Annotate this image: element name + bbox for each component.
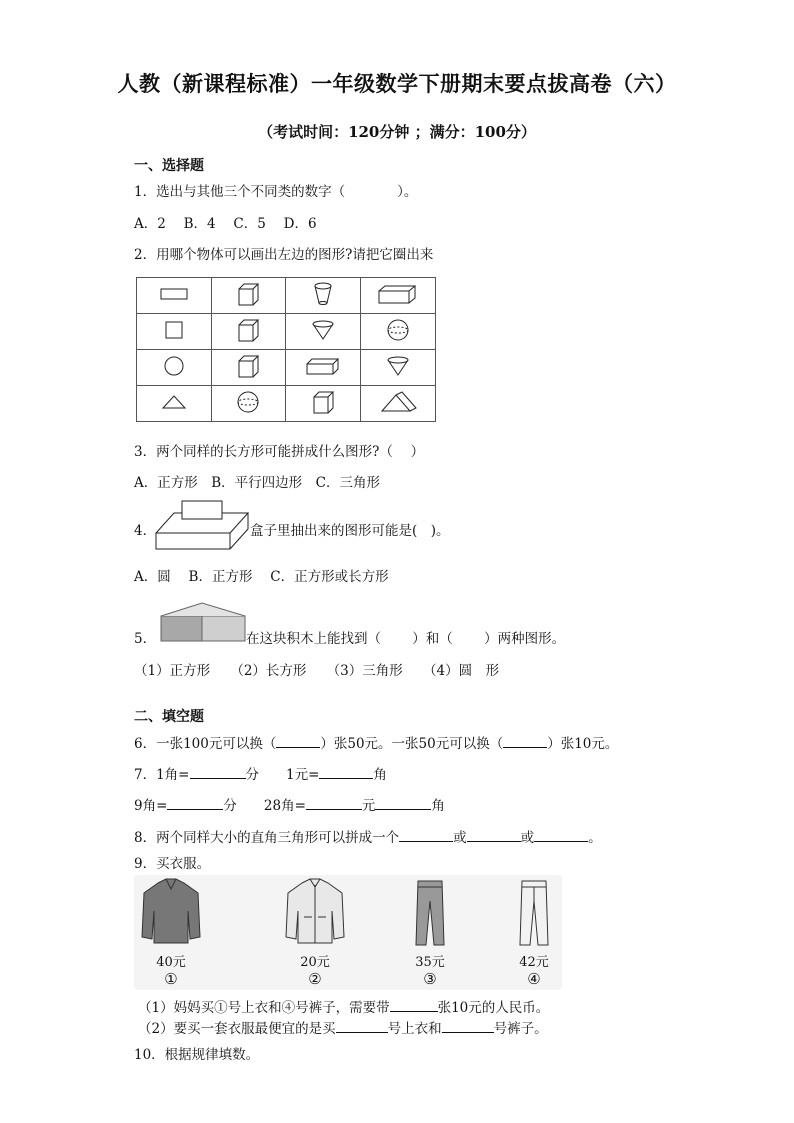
- question-7-a2: 分 1元=: [245, 767, 320, 783]
- sweater-icon: [140, 877, 202, 949]
- triangle-shape-icon: [137, 386, 212, 422]
- question-5-text: 在这块积木上能找到（ ）和（ ）两种图形。: [246, 631, 566, 647]
- item-number: ④: [527, 970, 541, 988]
- jacket-icon: [284, 877, 346, 949]
- question-8: [134, 826, 602, 846]
- question-4-text: 盒子里抽出来的图形可能是( )。: [250, 523, 450, 539]
- question-4-options: A．圆 B．正方形 C．正方形或长方形: [134, 569, 389, 585]
- cylinder-cup-icon[interactable]: [286, 278, 361, 314]
- question-9-sub2-a: （2）要买一套衣服最便宜的是买: [138, 1021, 336, 1037]
- question-6-part3: ）张10元。: [547, 736, 619, 752]
- answer-blank[interactable]: [534, 828, 588, 842]
- answer-blank[interactable]: [190, 765, 246, 779]
- cube-icon[interactable]: [211, 314, 286, 350]
- answer-blank[interactable]: [167, 796, 223, 810]
- question-5-options: （1）正方形 （2）长方形 （3）三角形 （4）圆 形: [134, 663, 500, 679]
- question-9-sub1-a: （1）妈妈买①号上衣和④号裤子，需要带: [138, 1000, 390, 1016]
- clothes-illustration: [134, 875, 562, 990]
- square-shape-icon: [137, 314, 212, 350]
- question-1: [134, 180, 417, 200]
- question-7-a3: 角: [373, 767, 387, 783]
- answer-blank[interactable]: [399, 828, 453, 842]
- answer-blank[interactable]: [442, 1019, 494, 1033]
- clothing-item-4: [506, 877, 562, 988]
- question-6: [134, 732, 618, 752]
- answer-blank[interactable]: [467, 828, 521, 842]
- item-number: ③: [423, 970, 437, 988]
- cube-icon[interactable]: [211, 278, 286, 314]
- cube-icon[interactable]: [211, 350, 286, 386]
- question-6-part2: ）张50元。一张50元可以换（: [320, 736, 504, 752]
- question-3: 3．两个同样的长方形可能拼成什么图形?（ ）: [134, 444, 425, 460]
- answer-blank[interactable]: [306, 796, 362, 810]
- question-8-part3: 或: [520, 830, 535, 846]
- question-7-b1: 9角=: [134, 798, 168, 814]
- question-1-options: A．2 B．4 C．5 D．6: [134, 216, 317, 232]
- box-with-card-illustration: [152, 499, 252, 558]
- question-1-text: 1．选出与其他三个不同类的数字（: [134, 184, 346, 200]
- question-8-part1: 8．两个同样大小的直角三角形可以拼成一个: [134, 830, 400, 846]
- rectangle-shape-icon: [137, 278, 212, 314]
- shape-matching-table: [136, 277, 436, 422]
- question-8-part4: 。: [588, 830, 602, 846]
- question-6-part1: 6．一张100元可以换（: [134, 736, 277, 752]
- question-4-number: 4．: [134, 523, 157, 539]
- item-price: 20元: [300, 955, 330, 970]
- item-number: ②: [308, 970, 322, 988]
- sphere-icon[interactable]: [360, 314, 435, 350]
- block-illustration: [160, 602, 246, 646]
- answer-blank[interactable]: [375, 796, 431, 810]
- question-5-number: 5．: [134, 631, 157, 647]
- cube-icon[interactable]: [286, 386, 361, 422]
- answer-blank[interactable]: [503, 734, 547, 748]
- question-8-part2: 或: [453, 830, 467, 846]
- question-9-sub2-b: 号上衣和: [387, 1021, 442, 1037]
- clothing-item-1: [136, 877, 206, 988]
- item-price: 40元: [156, 955, 186, 970]
- question-9-sub1-b: 张10元的人民币。: [437, 1000, 550, 1016]
- circle-shape-icon: [137, 350, 212, 386]
- cone-icon[interactable]: [286, 314, 361, 350]
- question-7-b2: 分 28角=: [223, 798, 306, 814]
- question-3-options: A．正方形 B．平行四边形 C．三角形: [134, 475, 380, 491]
- question-9: 9．买衣服。: [134, 856, 211, 872]
- answer-blank[interactable]: [276, 734, 320, 748]
- pants-icon: [410, 877, 450, 949]
- item-number: ①: [164, 970, 178, 988]
- sphere-icon[interactable]: [211, 386, 286, 422]
- question-9-sub2-c: 号裤子。: [493, 1021, 548, 1037]
- page-title: 人教（新课程标准）一年级数学下册期末要点拔高卷（六）: [117, 71, 677, 96]
- clothing-item-3: [400, 877, 460, 988]
- item-price: 42元: [519, 955, 549, 970]
- question-7-line2: [134, 794, 445, 814]
- cuboid-icon[interactable]: [286, 350, 361, 386]
- question-2: 2．用哪个物体可以画出左边的图形?请把它圈出来: [134, 247, 434, 263]
- question-1-close: ）。: [397, 184, 418, 200]
- question-7-b3: 元: [361, 798, 376, 814]
- question-7-line1: [134, 763, 387, 783]
- cone-icon[interactable]: [360, 350, 435, 386]
- answer-blank[interactable]: [319, 765, 373, 779]
- exam-info: （考试时间：120分钟 ；满分：100分）: [258, 123, 536, 141]
- cuboid-icon[interactable]: [360, 278, 435, 314]
- clothing-item-2: [280, 877, 350, 988]
- question-9-sub1: [138, 996, 549, 1016]
- question-7-b4: 角: [431, 798, 445, 814]
- triangular-prism-icon[interactable]: [360, 386, 435, 422]
- answer-blank[interactable]: [390, 998, 438, 1012]
- item-price: 35元: [415, 955, 445, 970]
- jeans-icon: [514, 877, 554, 949]
- answer-blank[interactable]: [336, 1019, 388, 1033]
- question-9-sub2: [138, 1017, 548, 1037]
- question-10: 10．根据规律填数。: [134, 1047, 260, 1063]
- section-fill-heading: 二、填空题: [134, 709, 204, 725]
- section-choice-heading: 一、选择题: [134, 158, 204, 174]
- question-7-a1: 7．1角=: [134, 767, 190, 783]
